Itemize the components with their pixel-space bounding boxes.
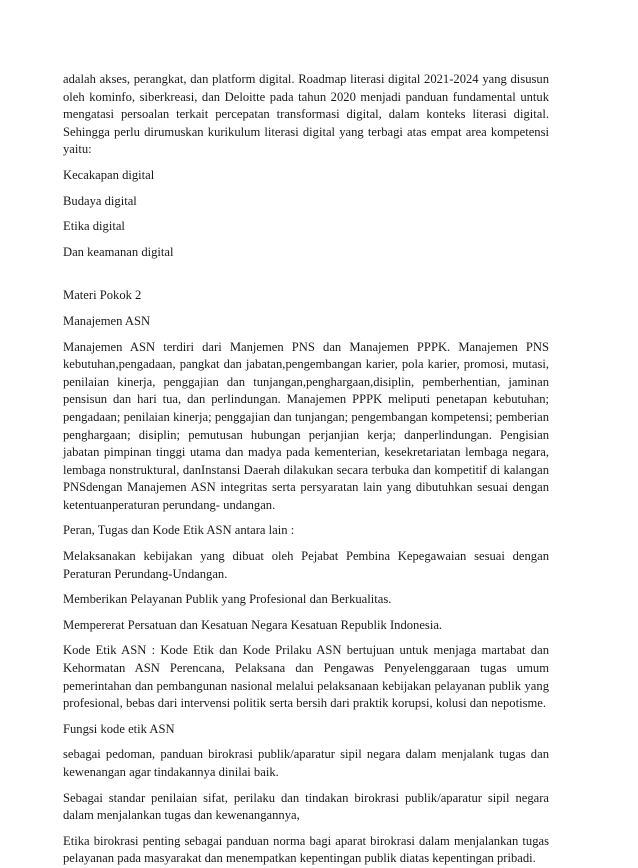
peran-item: Melaksanakan kebijakan yang dibuat oleh Pejabat Pembina Kepegawaian sesuai dengan Peraturan Perundang-Undangan. <box>63 549 549 581</box>
kode-etik-paragraph: Kode Etik ASN : Kode Etik dan Kode Prilaku ASN bertujuan untuk menjaga martabat dan Kehormatan ASN Perencana, Pelaksana dan Pengawas Penyelenggaraan tugas umum pemerintahan dan pembangunan nasional melalui pelaksanaan kebijakan pelayanan publik yang profesional, bebas dari intervensi politik serta bersih dari praktik korupsi, kolusi dan nepotisme. <box>63 643 549 711</box>
peran-item: Mempererat Persatuan dan Kesatuan Negara Kesatuan Republik Indonesia. <box>63 617 443 632</box>
section-title: Manajemen ASN <box>63 313 151 328</box>
competency-item: Kecakapan digital <box>63 167 155 182</box>
section-spacer <box>63 269 549 287</box>
intro-paragraph: adalah akses, perangkat, dan platform digital. Roadmap literasi digital 2021-2024 yang disusun oleh kominfo, siberkreasi, dan Deloitte pada tahun 2020 menjadi panduan fundamental untuk mengatasi persoalan terkait percepatan transformasi digital, dalam konteks literasi digital. Sehingga perlu dirumuskan kurikulum literasi digital yang terbagi atas empat area kompetensi yaitu: <box>63 72 549 157</box>
peran-item: Memberikan Pelayanan Publik yang Profesional dan Berkualitas. <box>63 592 392 607</box>
fungsi-heading: Fungsi kode etik ASN <box>63 721 175 736</box>
fungsi-item: Sebagai standar penilaian sifat, perilaku dan tindakan birokrasi publik/aparatur sipil negara dalam menjalankan tugas dan kewenangannya, <box>63 790 549 823</box>
fungsi-item: Etika birokrasi penting sebagai panduan norma bagi aparat birokrasi dalam menjalankan tugas pelayanan pada masyarakat dan menempatkan kepentingan publik diatas kepentingan pribadi. <box>63 833 549 866</box>
competency-item: Budaya digital <box>63 193 137 208</box>
competency-item: Dan keamanan digital <box>63 244 174 259</box>
section-label: Materi Pokok 2 <box>63 288 142 303</box>
peran-heading: Peran, Tugas dan Kode Etik ASN antara lain : <box>63 523 295 538</box>
manajemen-paragraph: Manajemen ASN terdiri dari Manjemen PNS dan Manajemen PPPK. Manajemen PNS kebutuhan,pengadaan, pangkat dan jabatan,pengembangan karier, pola karier, promosi, mutasi, penilaian kinerja, penggajian dan tunjangan,penghargaan,disiplin, pemberhentian, jaminan pensisun dan hari tua, dan perlindungan. Manajemen PPPK meliputi penetapan kebutuhan; pengadaan; penilaian kinerja; penggajian dan tunjangan; pengembangan kompetensi; pemberian penghargaan; disiplin; pemutusan hubungan perjanjian kerja; danperlindungan. Pengisian jabatan pimpinan tinggi utama dan madya pada kementerian, kesekretariatan lembaga negara, lembaga nonstruktural, danInstansi Daerah dilakukan secara terbuka dan kompetitif di kalangan PNSdengan Manajemen ASN integritas serta persyaratan lain yang dibutuhkan sesuai dengan ketentuanperaturan perundang- undangan. <box>63 339 549 512</box>
competency-item: Etika digital <box>63 219 125 234</box>
fungsi-item: sebagai pedoman, panduan birokrasi publik/aparatur sipil negara dalam menjalank tugas dan kewenangan agar tindakannya dinilai baik. <box>63 747 549 779</box>
